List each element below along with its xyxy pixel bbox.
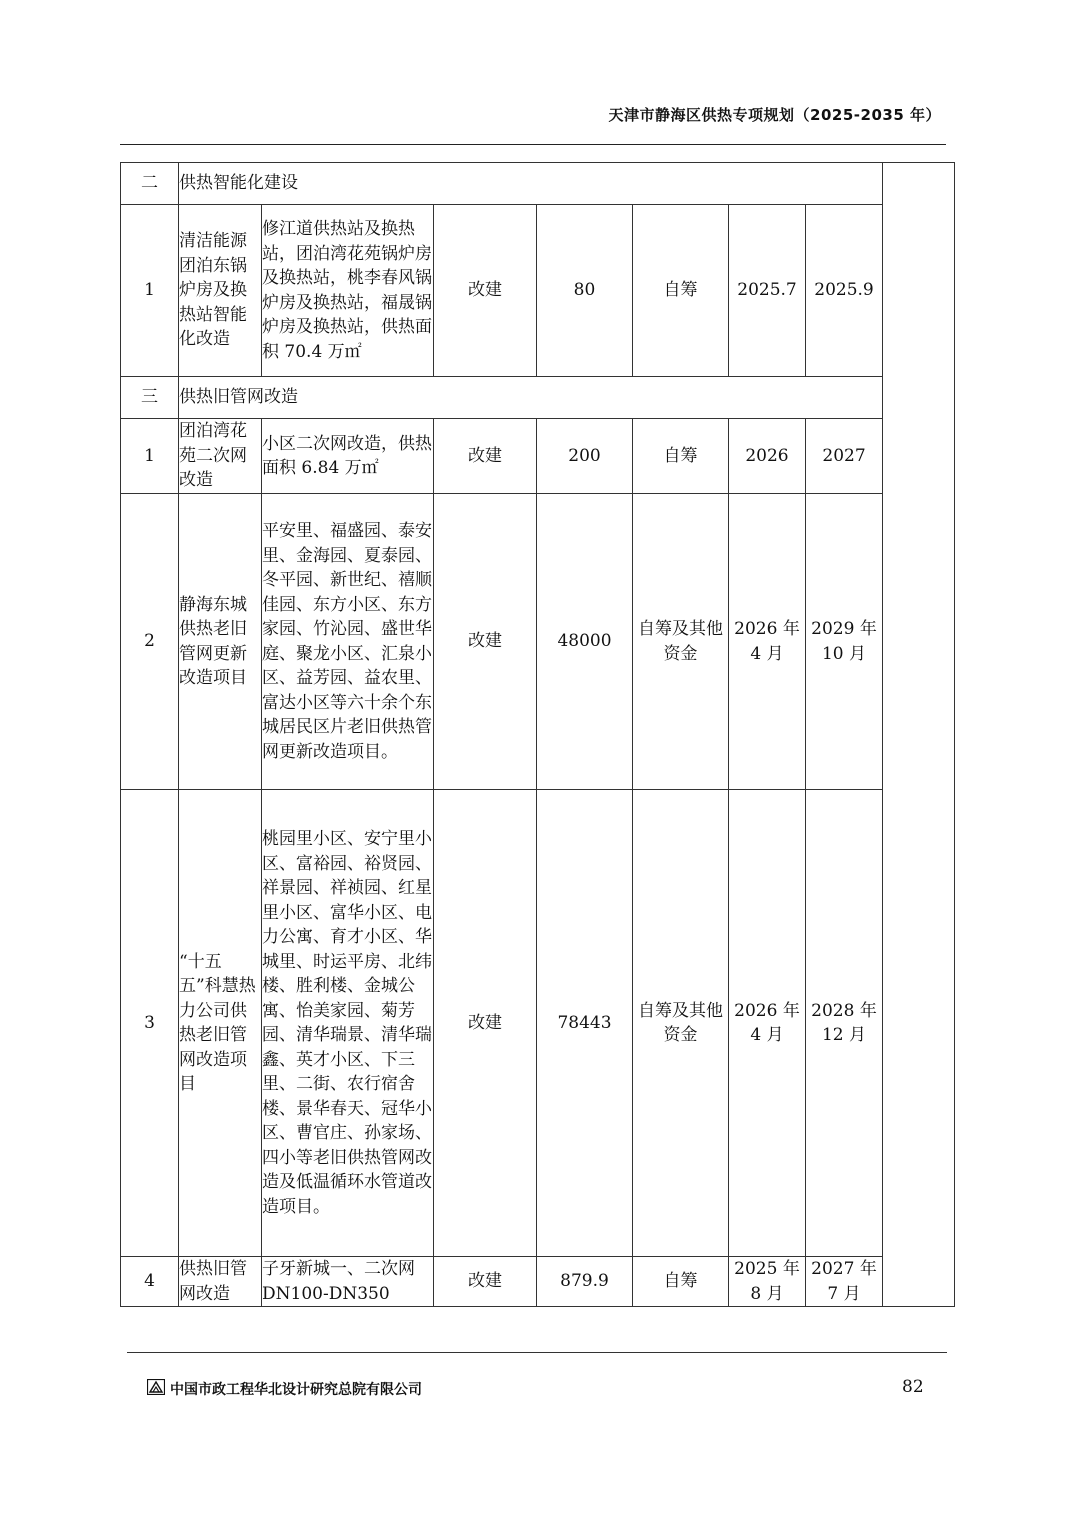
table-row <box>121 205 955 377</box>
end-date: 2028 年 12 月 <box>806 790 883 1257</box>
investment-amount: 48000 <box>537 494 633 790</box>
footer-divider <box>127 1352 947 1353</box>
project-description: 子牙新城一、二次网 DN100-DN350 <box>262 1257 434 1307</box>
funding-source: 自筹 <box>633 1257 729 1307</box>
section-title: 供热旧管网改造 <box>179 377 883 419</box>
funding-source: 自筹 <box>633 419 729 494</box>
table-row <box>121 1257 955 1307</box>
section-number: 二 <box>121 163 179 205</box>
table-row <box>121 790 955 1257</box>
document-header-title: 天津市静海区供热专项规划（2025-2035 年） <box>608 106 941 124</box>
project-name: 团泊湾花苑二次网改造 <box>179 419 262 494</box>
row-number: 4 <box>121 1257 179 1307</box>
section-header-row <box>121 377 955 419</box>
end-date: 2027 <box>806 419 883 494</box>
end-date: 2027 年 7 月 <box>806 1257 883 1307</box>
table-row <box>121 419 955 494</box>
start-date: 2026 <box>729 419 806 494</box>
project-name: 清洁能源团泊东锅炉房及换热站智能化改造 <box>179 205 262 377</box>
investment-amount: 879.9 <box>537 1257 633 1307</box>
construction-type: 改建 <box>434 419 537 494</box>
investment-amount: 200 <box>537 419 633 494</box>
row-number: 3 <box>121 790 179 1257</box>
footer-company-name: 中国市政工程华北设计研究总院有限公司 <box>170 1382 422 1398</box>
investment-amount: 78443 <box>537 790 633 1257</box>
project-description: 桃园里小区、安宁里小区、富裕园、裕贤园、祥景园、祥祯园、红星里小区、富华小区、电力公寓、育才小区、华城里、时运平房、北纬楼、胜利楼、金城公寓、怡美家园、菊芳园、清华瑞景、清华瑞鑫、英才小区、下三里、二街、农行宿舍楼、景华春天、冠华小区、曹官庄、孙家场、四小等老旧供热管网改造及低温循环水管道改造项目。 <box>262 790 434 1257</box>
project-description: 小区二次网改造，供热面积 6.84 万㎡ <box>262 419 434 494</box>
construction-type: 改建 <box>434 205 537 377</box>
start-date: 2025 年 8 月 <box>729 1257 806 1307</box>
funding-source: 自筹及其他资金 <box>633 790 729 1257</box>
row-number: 2 <box>121 494 179 790</box>
start-date: 2026 年 4 月 <box>729 790 806 1257</box>
table-side-column <box>883 163 955 1307</box>
table-row <box>121 494 955 790</box>
start-date: 2025.7 <box>729 205 806 377</box>
project-name: 供热旧管网改造 <box>179 1257 262 1307</box>
construction-type: 改建 <box>434 790 537 1257</box>
header-divider <box>120 144 946 145</box>
project-description: 平安里、福盛园、泰安里、金海园、夏泰园、冬平园、新世纪、禧顺佳园、东方小区、东方家园、竹沁园、盛世华庭、聚龙小区、汇泉小区、益芳园、益农里、富达小区等六十余个东城居民区片老旧供热管网更新改造项目。 <box>262 494 434 790</box>
funding-source: 自筹 <box>633 205 729 377</box>
project-table <box>120 162 955 1307</box>
construction-type: 改建 <box>434 1257 537 1307</box>
company-logo-icon <box>147 1379 165 1395</box>
project-name: 静海东城供热老旧管网更新改造项目 <box>179 494 262 790</box>
project-name: “十五五”科慧热力公司供热老旧管网改造项目 <box>179 790 262 1257</box>
investment-amount: 80 <box>537 205 633 377</box>
funding-source: 自筹及其他资金 <box>633 494 729 790</box>
section-title: 供热智能化建设 <box>179 163 883 205</box>
row-number: 1 <box>121 205 179 377</box>
row-number: 1 <box>121 419 179 494</box>
end-date: 2029 年 10 月 <box>806 494 883 790</box>
end-date: 2025.9 <box>806 205 883 377</box>
project-description: 修江道供热站及换热站，团泊湾花苑锅炉房及换热站，桃李春风锅炉房及换热站，福晟锅炉房及换热站，供热面积 70.4 万㎡ <box>262 205 434 377</box>
section-header-row <box>121 163 955 205</box>
page-number: 82 <box>902 1377 924 1397</box>
start-date: 2026 年 4 月 <box>729 494 806 790</box>
construction-type: 改建 <box>434 494 537 790</box>
section-number: 三 <box>121 377 179 419</box>
